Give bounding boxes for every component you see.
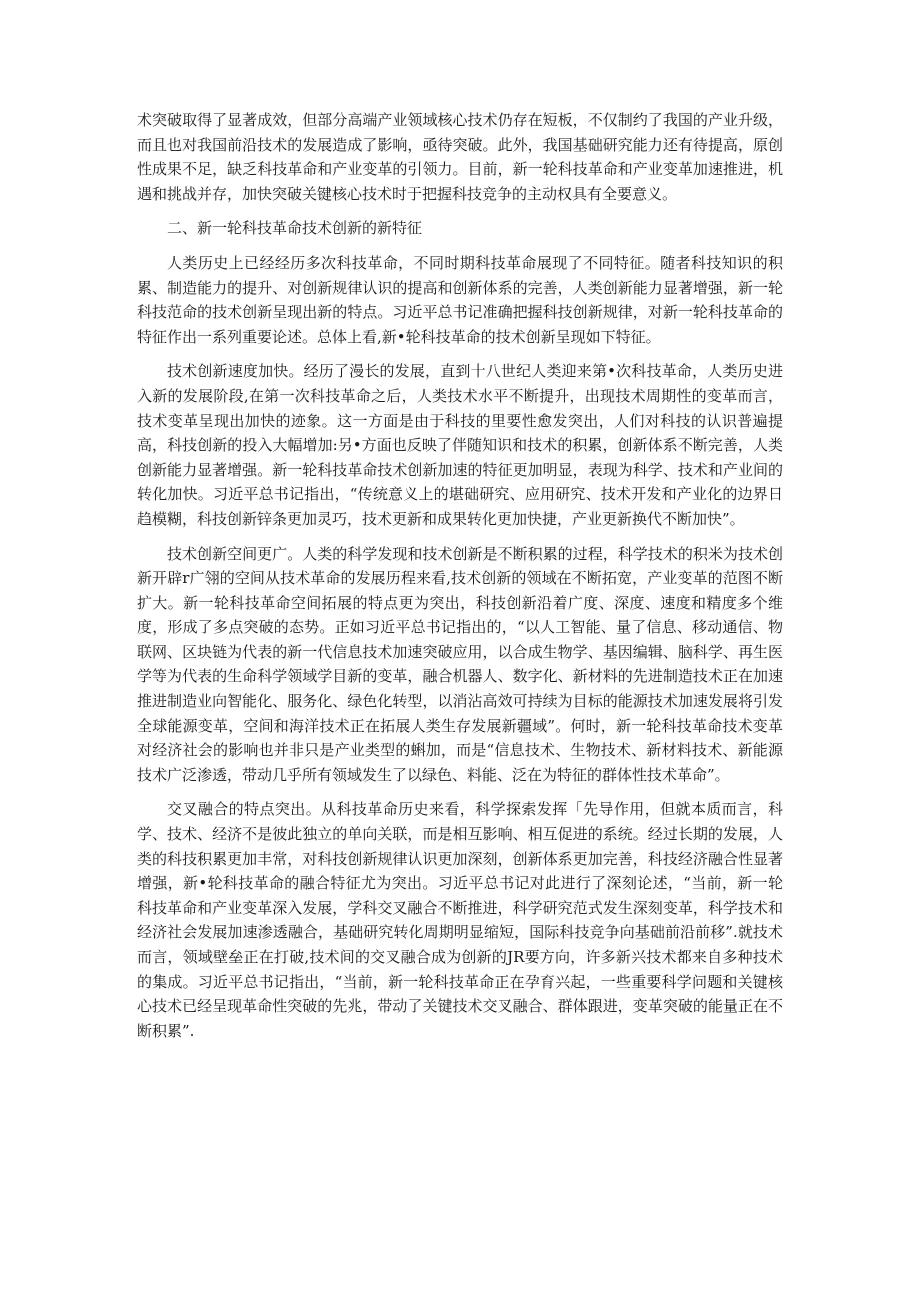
paragraph-intro: 人类历史上已经经历多次科技革命，不同时期科技革命展现了不同特征。随者科技知识的积累、制造能力的提升、对创新规律认识的提高和创新体系的完善，人类创新能力显著增强，新一轮科技范命的技术创新呈现出新的特点。习近平总书记准确把握科技创新规律，对新一轮科技革命的特征作出一系列重要论述。总体上看,新•轮科技革命的技术创新呈现如下特征。	[137, 253, 783, 346]
paragraph-continuation: 术突破取得了显著成效，但部分高端产业领域核心技术仍存在短板，不仅制约了我国的产业升级，而且也对我国前沿技术的发展造成了影响，亟待突破。此外，我国基础研究能力还有待提高，原创性成果不足，缺乏科技革命和产业变革的引领力。目前，新一轮科技革命和产业变革加速推进，机遇和挑战并存，加快突破关键核心技术时于把握科技竞争的主动权具有全要意义。	[137, 111, 783, 203]
section-heading: 二、新一轮科技革命技术创新的新特征	[167, 219, 423, 238]
paragraph-speed: 技术创新速度加快。经历了漫长的发展，直到十八世纪人类迎来第•次科技革命，人类历史进入新的发展阶段,在第一次科技革命之后，人类技术水平不断提升，出现技术周期性的变革而言，技术变革呈现出加快的迹象。这一方面是由于科技的里要性愈发突出，人们对科技的认识普遍提高，科技创新的投入大幅增加:另•方面也反映了伴随知识和技术的积累，创新体系不断完善，人类创新能力显著增强。新一轮科技革命技术创新加速的特征更加明显，表现为科学、技术和产业间的转化加快。习近平总书记指出，“传统意义上的堪础研究、应用研究、技术开发和产业化的边界日趋模糊，科技创新锌条更加灵巧，技术更新和成果转化更加快捷，产业更新换代不断加快”。	[137, 362, 783, 528]
paragraph-fusion: 交叉融合的特点突出。从科技革命历史来看，科学探索发挥「先导作用，但就本质而言，科学、技术、经济不是彼此独立的单向关联，而是相互影响、相互促进的系统。经过长期的发展，人类的科技积累更加丰常，对科技创新规律认识更加深刻，创新体系更加完善，科技经济融合性显著增强，新•轮科技革命的融合特征尤为突出。习近平总书记对此进行了深刻论述，“当前，新一轮科技革命和产业变革深入发展，学科交叉融合不断推进，科学研究范式发生深刻变革，科学技术和经济社会发展加速渗透融合，基础研究转化周期明显缩短，国际科技竞争向基础前沿前移”.就技术而言，领域壁垒正在打破,技术间的交叉融合成为创新的JR要方向，许多新兴技术都来自多种技术的集成。习近平总书记指出，“当前，新一轮科技革命正在孕育兴起，一些重要科学问题和关键核心技术已经呈现革命性突破的先兆，带动了关键技术交叉融合、群体跟进，变革突破的能量正在不断积累”.	[137, 800, 783, 1040]
paragraph-space: 技术创新空间更广。人类的科学发现和技术创新是不断积累的过程，科学技术的积米为技术创新开辟r广翎的空间从技术革命的发展历程来看,技术创新的领域在不断拓宽，产业变革的范图不断扩大。新一轮科技革命空间拓展的特点更为突出，科技创新沿着广度、深度、速度和精度多个维度，形成了多点突破的态势。正如习近平总书记指出的，“以人工智能、量了信息、移动通信、物联网、区块链为代表的新一代信息技术加速突破应用，以合成生物学、基因编辑、脑科学、再生医学等为代表的生命科学领域学目新的变革，融合机器人、数字化、新材料的先进制造技术正在加速推进制造业向智能化、服务化、绿色化转型，以消沾高效可持续为目标的能源技术加速发展将引发全球能源变革，空间和海洋技术正在拓展人类生存发展新疆域”。何时，新一轮科技革命技术变革对经济社会的影响也并非只是产业类型的蝌加，而是“信息技术、生物技术、新材料技术、新能源技术广泛渗透，带动几乎所有领域发生了以绿色、料能、泛在为特征的群体性技术革命”。	[137, 544, 783, 784]
document-body	[137, 108, 783, 1053]
